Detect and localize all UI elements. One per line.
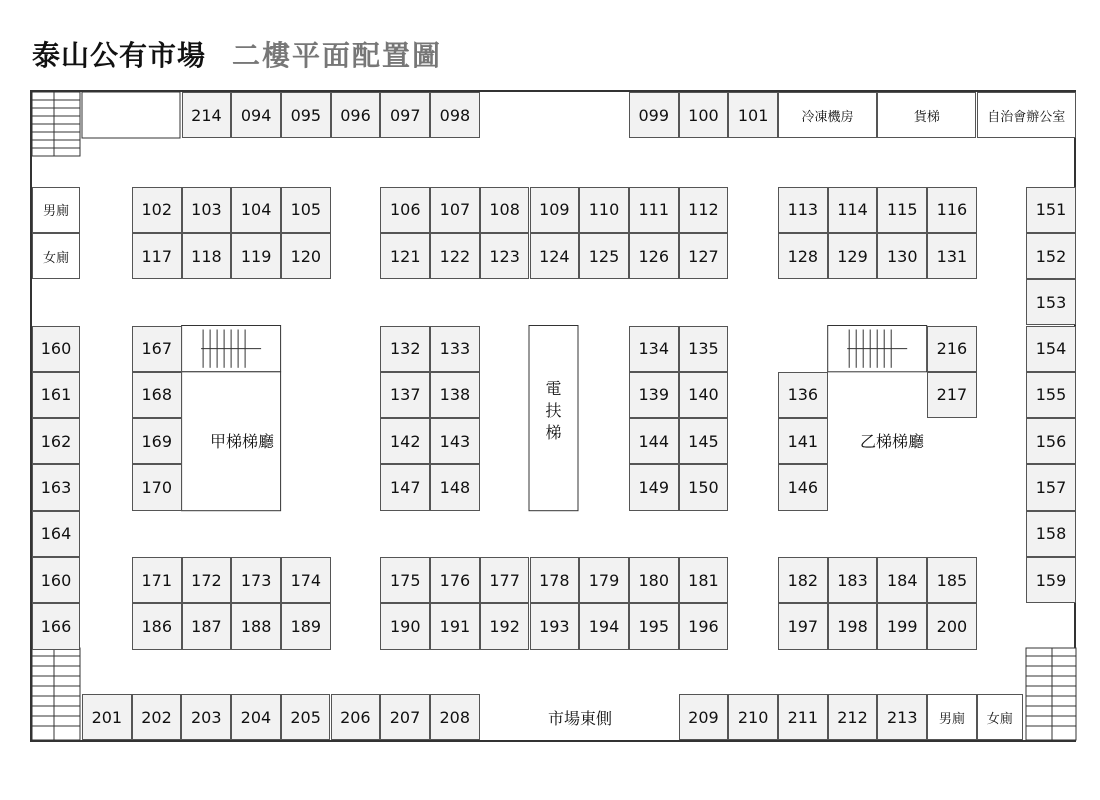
- stall-212[interactable]: 212: [828, 694, 878, 740]
- stall-105[interactable]: 105: [281, 187, 331, 233]
- stall-153[interactable]: 153: [1026, 279, 1076, 325]
- stall-210[interactable]: 210: [728, 694, 778, 740]
- stall-166[interactable]: 166: [32, 603, 80, 649]
- stall-111[interactable]: 111: [629, 187, 679, 233]
- stall-174[interactable]: 174: [281, 557, 331, 603]
- stall-109[interactable]: 109: [530, 187, 580, 233]
- stall-193[interactable]: 193: [530, 603, 580, 649]
- committee-office[interactable]: 自治會辦公室: [977, 92, 1076, 138]
- stall-217[interactable]: 217: [927, 372, 977, 418]
- market-east-label: 市場東側: [547, 708, 612, 728]
- stall-160-b[interactable]: 160: [32, 557, 80, 603]
- escalator-label-char: 電: [545, 378, 562, 398]
- stall-197[interactable]: 197: [778, 603, 828, 649]
- stall-178[interactable]: 178: [530, 557, 580, 603]
- restroom-women-left[interactable]: 女廁: [32, 233, 80, 279]
- stall-177[interactable]: 177: [480, 557, 530, 603]
- stall-183[interactable]: 183: [828, 557, 878, 603]
- stall-140[interactable]: 140: [679, 372, 729, 418]
- stall-204[interactable]: 204: [231, 694, 281, 740]
- stall-181[interactable]: 181: [679, 557, 729, 603]
- stall-191[interactable]: 191: [430, 603, 480, 649]
- freight-elevator[interactable]: 貨梯: [877, 92, 976, 138]
- stall-206[interactable]: 206: [331, 694, 381, 740]
- stall-102[interactable]: 102: [132, 187, 182, 233]
- stall-156[interactable]: 156: [1026, 418, 1076, 464]
- stall-208[interactable]: 208: [430, 694, 480, 740]
- map-subtitle: 二樓平面配置圖: [232, 39, 443, 72]
- stall-115[interactable]: 115: [877, 187, 927, 233]
- stall-135[interactable]: 135: [679, 326, 729, 372]
- stall-163[interactable]: 163: [32, 464, 80, 510]
- stall-104[interactable]: 104: [231, 187, 281, 233]
- stall-143[interactable]: 143: [430, 418, 480, 464]
- stall-098[interactable]: 098: [430, 92, 480, 138]
- stall-158[interactable]: 158: [1026, 511, 1076, 557]
- stall-184[interactable]: 184: [877, 557, 927, 603]
- stall-125[interactable]: 125: [579, 233, 629, 279]
- escalator-label-char: 梯: [545, 422, 562, 442]
- stall-148[interactable]: 148: [430, 464, 480, 510]
- stall-214[interactable]: 214: [182, 92, 232, 138]
- stall-094[interactable]: 094: [231, 92, 281, 138]
- stall-129[interactable]: 129: [828, 233, 878, 279]
- stall-154[interactable]: 154: [1026, 326, 1076, 372]
- stall-122[interactable]: 122: [430, 233, 480, 279]
- stall-142[interactable]: 142: [380, 418, 430, 464]
- stall-123[interactable]: 123: [480, 233, 530, 279]
- stall-176[interactable]: 176: [430, 557, 480, 603]
- stall-127[interactable]: 127: [679, 233, 729, 279]
- stall-136[interactable]: 136: [778, 372, 828, 418]
- stall-095[interactable]: 095: [281, 92, 331, 138]
- stall-173[interactable]: 173: [231, 557, 281, 603]
- stall-194[interactable]: 194: [579, 603, 629, 649]
- stall-147[interactable]: 147: [380, 464, 430, 510]
- stall-126[interactable]: 126: [629, 233, 679, 279]
- stall-159[interactable]: 159: [1026, 557, 1076, 603]
- stall-139[interactable]: 139: [629, 372, 679, 418]
- stair-hall-a-label: 甲梯梯廳: [209, 431, 274, 451]
- stall-097[interactable]: 097: [380, 92, 430, 138]
- stall-101[interactable]: 101: [728, 92, 778, 138]
- stall-171[interactable]: 171: [132, 557, 182, 603]
- stall-167[interactable]: 167: [132, 326, 182, 372]
- stall-149[interactable]: 149: [629, 464, 679, 510]
- stall-100[interactable]: 100: [679, 92, 729, 138]
- stall-155[interactable]: 155: [1026, 372, 1076, 418]
- stall-192[interactable]: 192: [480, 603, 530, 649]
- stall-133[interactable]: 133: [430, 326, 480, 372]
- stall-205[interactable]: 205: [281, 694, 331, 740]
- stall-110[interactable]: 110: [579, 187, 629, 233]
- stall-128[interactable]: 128: [778, 233, 828, 279]
- stall-164[interactable]: 164: [32, 511, 80, 557]
- stall-106[interactable]: 106: [380, 187, 430, 233]
- stall-113[interactable]: 113: [778, 187, 828, 233]
- stall-180[interactable]: 180: [629, 557, 679, 603]
- stall-160[interactable]: 160: [32, 326, 80, 372]
- map-title: 泰山公有市場: [32, 39, 207, 72]
- stall-108[interactable]: 108: [480, 187, 530, 233]
- stall-209[interactable]: 209: [679, 694, 729, 740]
- stall-117[interactable]: 117: [132, 233, 182, 279]
- stall-151[interactable]: 151: [1026, 187, 1076, 233]
- stall-121[interactable]: 121: [380, 233, 430, 279]
- cold-storage-room[interactable]: 冷凍機房: [778, 92, 877, 138]
- floor-plan: [30, 90, 1076, 742]
- stall-172[interactable]: 172: [182, 557, 232, 603]
- escalator-label-char: 扶: [545, 400, 562, 420]
- stall-152[interactable]: 152: [1026, 233, 1076, 279]
- top-corridor-box: [82, 92, 180, 138]
- stall-124[interactable]: 124: [530, 233, 580, 279]
- stall-103[interactable]: 103: [182, 187, 232, 233]
- stall-170[interactable]: 170: [132, 464, 182, 510]
- stall-213[interactable]: 213: [877, 694, 927, 740]
- stall-141[interactable]: 141: [778, 418, 828, 464]
- stall-120[interactable]: 120: [281, 233, 331, 279]
- stall-168[interactable]: 168: [132, 372, 182, 418]
- stall-099[interactable]: 099: [629, 92, 679, 138]
- restroom-men-left[interactable]: 男廁: [32, 187, 80, 233]
- stall-131[interactable]: 131: [927, 233, 977, 279]
- stall-138[interactable]: 138: [430, 372, 480, 418]
- stall-196[interactable]: 196: [679, 603, 729, 649]
- stall-202[interactable]: 202: [132, 694, 182, 740]
- stall-203[interactable]: 203: [181, 694, 231, 740]
- stall-096[interactable]: 096: [331, 92, 381, 138]
- stall-186[interactable]: 186: [132, 603, 182, 649]
- stall-200[interactable]: 200: [927, 603, 977, 649]
- stall-119[interactable]: 119: [231, 233, 281, 279]
- stall-190[interactable]: 190: [380, 603, 430, 649]
- stall-134[interactable]: 134: [629, 326, 679, 372]
- stall-201[interactable]: 201: [82, 694, 132, 740]
- stall-211[interactable]: 211: [778, 694, 828, 740]
- stall-187[interactable]: 187: [182, 603, 232, 649]
- stall-116[interactable]: 116: [927, 187, 977, 233]
- stall-169[interactable]: 169: [132, 418, 182, 464]
- stall-175[interactable]: 175: [380, 557, 430, 603]
- stall-199[interactable]: 199: [877, 603, 927, 649]
- stall-182[interactable]: 182: [778, 557, 828, 603]
- stall-130[interactable]: 130: [877, 233, 927, 279]
- stall-150[interactable]: 150: [679, 464, 729, 510]
- escalator-label: [529, 366, 578, 456]
- stall-207[interactable]: 207: [380, 694, 430, 740]
- stall-188[interactable]: 188: [231, 603, 281, 649]
- restroom-women-bottom[interactable]: 女廁: [977, 694, 1023, 740]
- stall-195[interactable]: 195: [629, 603, 679, 649]
- stall-145[interactable]: 145: [679, 418, 729, 464]
- stall-144[interactable]: 144: [629, 418, 679, 464]
- stall-107[interactable]: 107: [430, 187, 480, 233]
- stall-216[interactable]: 216: [927, 326, 977, 372]
- stall-157[interactable]: 157: [1026, 464, 1076, 510]
- stall-118[interactable]: 118: [182, 233, 232, 279]
- stall-185[interactable]: 185: [927, 557, 977, 603]
- stall-132[interactable]: 132: [380, 326, 430, 372]
- stair-hall-b-label: 乙梯梯廳: [859, 431, 924, 451]
- stall-114[interactable]: 114: [828, 187, 878, 233]
- stall-161[interactable]: 161: [32, 372, 80, 418]
- stall-112[interactable]: 112: [679, 187, 729, 233]
- stall-162[interactable]: 162: [32, 418, 80, 464]
- stall-146[interactable]: 146: [778, 464, 828, 510]
- stall-189[interactable]: 189: [281, 603, 331, 649]
- stall-198[interactable]: 198: [828, 603, 878, 649]
- stall-137[interactable]: 137: [380, 372, 430, 418]
- stall-179[interactable]: 179: [579, 557, 629, 603]
- restroom-men-bottom[interactable]: 男廁: [927, 694, 977, 740]
